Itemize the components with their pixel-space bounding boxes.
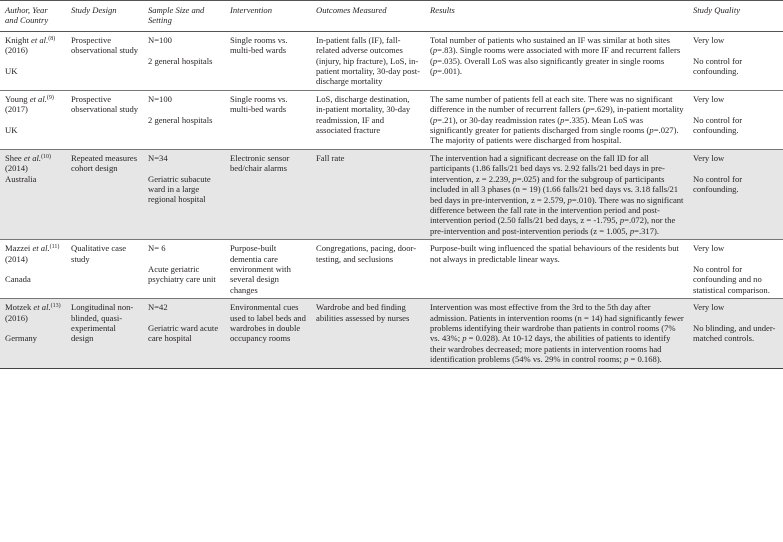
intervention-cell: Electronic sensor bed/chair alarms	[225, 149, 311, 239]
table-row	[0, 31, 783, 90]
sample-cell	[143, 31, 225, 90]
intervention-cell: Environmental cues used to label beds and wardrobes in double occupancy rooms	[225, 299, 311, 368]
sample-cell	[143, 299, 225, 368]
quality-note: No control for confounding.	[693, 55, 743, 77]
author-cell	[0, 90, 66, 149]
reference: (13)	[50, 303, 61, 310]
header-sample: Sample Size and Setting	[143, 1, 225, 32]
design-cell: Repeated measures cohort design	[66, 149, 143, 239]
outcomes-cell: Fall rate	[311, 149, 425, 239]
reference: (11)	[49, 244, 60, 251]
design-cell: Longitudinal non-blinded, quasi-experimental design	[66, 299, 143, 368]
results-cell: Purpose-built wing influenced the spatial behaviours of the residents but not always in predictable linear ways.	[425, 240, 688, 299]
quality-cell	[688, 31, 783, 90]
year: (2017)	[5, 104, 28, 115]
sample-size: N=42	[148, 302, 168, 313]
results-cell: The intervention had a significant decrease on the fall ID for all participants (1.86 falls/21 bed days vs. 2.92 falls/21 bed days in pre-intervention, z = 2.239, p=.025) and for the subgroup of participants included in all 3 phases (n = 19) (1.66 falls/21 bed days vs. 3.18 falls/21 bed days in pre-intervention, z = 2.579, p=.010). There was no significant difference between the fall rate in the intervention period and post-intervention period (2.50 falls/21 bed days, z = -1.795, p=.072), nor the pre-intervention and post-intervention periods (z = 1.005, p=.317).	[425, 149, 688, 239]
sample-size: N=100	[148, 93, 172, 104]
table-row	[0, 240, 783, 299]
sample-cell	[143, 240, 225, 299]
results-cell: The same number of patients fell at each site. There was no significant difference in the number of recurrent fallers (p=.629), in-patient mortality (p=.21), or 30-day readmission rates (p=.335). Mean LoS was significantly greater for patients discharged from single rooms (p=.027). The majority of patients were discharged from hospital.	[425, 90, 688, 149]
quality-note: No blinding, and under-matched controls.	[693, 322, 776, 344]
header-intervention: Intervention	[225, 1, 311, 32]
quality-rating: Very low	[693, 243, 725, 254]
country: Australia	[5, 173, 37, 184]
et-al: et al.	[31, 34, 49, 45]
author-name: Motzek	[5, 302, 32, 313]
sample-cell	[143, 90, 225, 149]
author-name: Shee	[5, 152, 22, 163]
sample-size: N=100	[148, 34, 172, 45]
table-row	[0, 149, 783, 239]
design-cell: Prospective observational study	[66, 90, 143, 149]
results-cell: Total number of patients who sustained an IF was similar at both sites (p=.83). Single rooms were associated with more IF and recurrent fallers (p=.035). Overall LoS was also significantly greater in single rooms (p=.001).	[425, 31, 688, 90]
design-cell: Qualitative case study	[66, 240, 143, 299]
setting: 2 general hospitals	[148, 114, 213, 125]
table-row	[0, 90, 783, 149]
outcomes-cell: Wardrobe and bed finding abilities assessed by nurses	[311, 299, 425, 368]
header-outcomes: Outcomes Measured	[311, 1, 425, 32]
year: (2016)	[5, 312, 28, 323]
quality-rating: Very low	[693, 34, 725, 45]
quality-note: No control for confounding.	[693, 114, 743, 136]
country: Germany	[5, 333, 37, 344]
header-author: Author, Year and Country	[0, 1, 66, 32]
author-name: Young	[5, 93, 28, 104]
outcomes-cell: LoS, discharge destination, in-patient mortality, 30-day readmission, IF and associated fracture	[311, 90, 425, 149]
quality-note: No control for confounding.	[693, 173, 743, 195]
quality-rating: Very low	[693, 302, 725, 313]
year: (2014)	[5, 253, 28, 264]
setting: 2 general hospitals	[148, 55, 213, 66]
intervention-cell: Purpose-built dementia care environment with several design changes	[225, 240, 311, 299]
quality-cell	[688, 149, 783, 239]
quality-rating: Very low	[693, 152, 725, 163]
setting: Geriatric subacute ward in a large regional hospital	[148, 173, 211, 205]
quality-rating: Very low	[693, 93, 725, 104]
country: UK	[5, 125, 18, 136]
intervention-cell: Single rooms vs. multi-bed wards	[225, 31, 311, 90]
reference: (10)	[41, 153, 52, 160]
header-quality: Study Quality	[688, 1, 783, 32]
header-results: Results	[425, 1, 688, 32]
et-al: et al.	[23, 152, 42, 163]
setting: Acute geriatric psychiatry care unit	[148, 263, 216, 285]
header-row	[0, 1, 783, 32]
outcomes-cell: In-patient falls (IF), fall-related adverse outcomes (injury, hip fracture), LoS, in-patient mortality, 30-day post-discharge mortality	[311, 31, 425, 90]
author-name: Knight	[5, 34, 29, 45]
results-cell: Intervention was most effective from the 3rd to the 5th day after admission. Patients in intervention rooms (n = 14) had significantly fewer problems identifying their wardrobe than patients in control rooms (7% vs. 43%; p = 0.028). At 10-12 days, the abilities of patients to identify their wardrobes decreased; more patients in intervention rooms had identification problems (54% vs. 29% in control rooms; p = 0.168).	[425, 299, 688, 368]
author-cell	[0, 31, 66, 90]
country: Canada	[5, 274, 31, 285]
et-al: et al.	[33, 302, 51, 313]
sample-cell	[143, 149, 225, 239]
quality-cell	[688, 299, 783, 368]
sample-size: N=34	[148, 152, 168, 163]
year: (2014)	[5, 163, 28, 174]
setting: Geriatric ward acute care hospital	[148, 322, 219, 344]
author-cell	[0, 240, 66, 299]
sample-size: N= 6	[148, 243, 166, 254]
intervention-cell: Single rooms vs. multi-bed wards	[225, 90, 311, 149]
author-cell	[0, 299, 66, 368]
design-cell: Prospective observational study	[66, 31, 143, 90]
table-row	[0, 299, 783, 368]
country: UK	[5, 66, 18, 77]
header-design: Study Design	[66, 1, 143, 32]
outcomes-cell: Congregations, pacing, door-testing, and seclusions	[311, 240, 425, 299]
author-name: Mazzei	[5, 243, 31, 254]
author-cell	[0, 149, 66, 239]
et-al: et al.	[29, 93, 47, 104]
et-al: et al.	[32, 243, 50, 254]
reference: (8)	[48, 35, 56, 42]
quality-note: No control for confounding and no statistical comparison.	[693, 263, 770, 295]
quality-cell	[688, 90, 783, 149]
quality-cell	[688, 240, 783, 299]
reference: (9)	[46, 94, 54, 101]
year: (2016)	[5, 45, 28, 56]
